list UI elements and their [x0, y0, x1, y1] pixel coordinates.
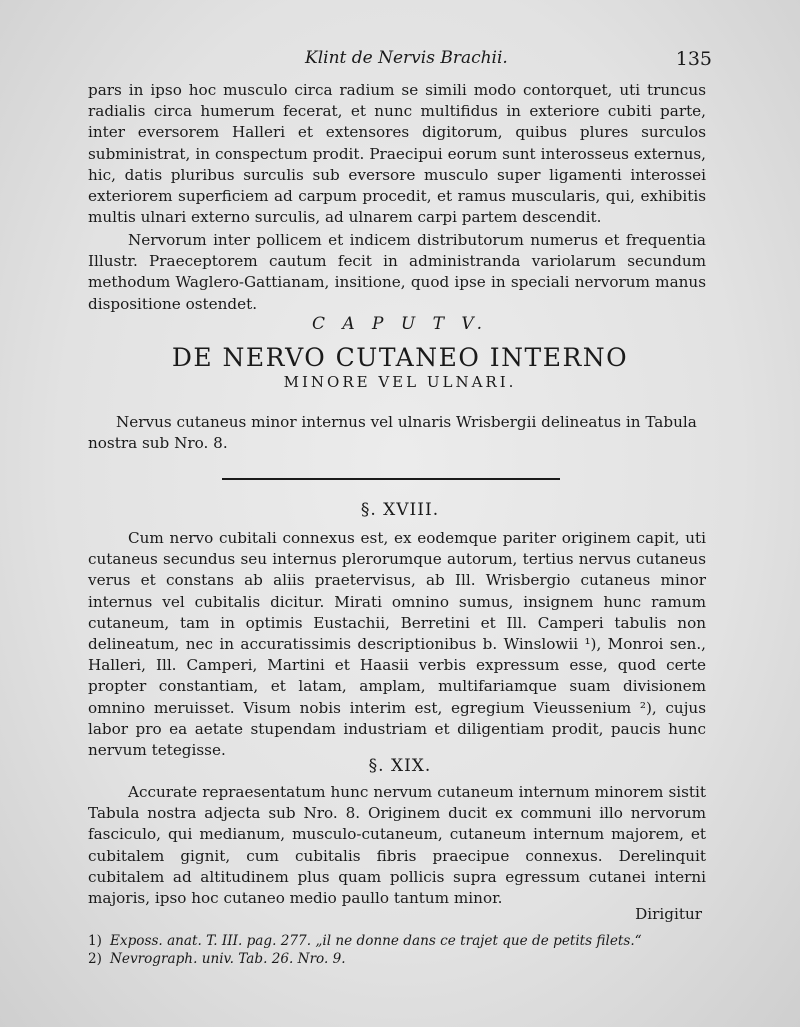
- chapter-subtitle: MINORE VEL ULNARI.: [283, 373, 517, 391]
- paragraph-nervorum: Nervorum inter pollicem et indicem distributorum numerus et frequentia Illustr. Praeceptorem cautum fecit in administranda variolarum secundum methodum Waglero-Gattianam, insitione, quod ipse in speciali nervorum manus dispositione ostendet.: [88, 231, 706, 313]
- section-heading-xix: §. XIX.: [368, 756, 432, 776]
- footnotes: [88, 932, 708, 968]
- footnote-number: 1): [88, 933, 102, 949]
- footnote-item: [88, 950, 708, 968]
- catchword: Dirigitur: [635, 905, 702, 923]
- running-title: Klint de Nervis Brachii.: [305, 48, 508, 68]
- chapter-title: DE NERVO CUTANEO INTERNO: [171, 343, 629, 372]
- footnote-number: 2): [88, 951, 102, 967]
- horizontal-rule: [222, 478, 560, 480]
- paragraph-continuation: pars in ipso hoc musculo circa radium se simili modo contorquet, uti truncus radialis circa humerum fecerat, et nunc multifidus in exteriore cubiti parte, inter eversorem Halleri et extensores digitorum, quibus plures surculos subministrat, in conspectum prodit. Praecipui eorum sunt interosseus externus, hic, datis pluribus surculis sub eversore musculo super ligamenti interossei exteriorem superficiem ad carpum procedit, et ramus muscularis, qui, exhibitis multis ulnari externo surculis, ad ulnarem carpi partem descendit.: [88, 81, 706, 227]
- chapter-intro: Nervus cutaneus minor internus vel ulnaris Wrisbergii delineatus in Tabula nostra sub Nro. 8.: [88, 413, 697, 453]
- page-header: [0, 48, 800, 72]
- footnote-text: Nevrograph. univ. Tab. 26. Nro. 9.: [110, 951, 346, 967]
- chapter-number: C A P U T V.: [311, 314, 489, 334]
- footnote-text: Exposs. anat. T. III. pag. 277. „il ne donne dans ce trajet que de petits filets.“: [110, 933, 642, 949]
- page-number: 135: [675, 48, 712, 70]
- section-text-xviii: Cum nervo cubitali connexus est, ex eodemque pariter originem capit, uti cutaneus secundus seu internus plerorumque autorum, tertius nervus cutaneus verus et constans ab aliis praetervisus, ab Ill. Wrisbergio cutaneus minor internus vel cubitalis dicitur. Mirati omnino sumus, insignem hunc ramum cutaneum, tam in optimis Eustachii, Berretini et Ill. Camperi tabulis non delineatum, nec in accuratissimis descriptionibus b. Winslowii ¹), Monroi sen., Halleri, Ill. Camperi, Martini et Haasii verbis expressum esse, quod certe propter constantiam, et latam, amplam, multifariamque suam divisionem omnino meruisset. Visum nobis interim est, egregium Vieussenium ²), cujus labor pro ea aetate stupendam industriam et diligentiam prodit, paucis hunc nervum tetegisse.: [88, 529, 706, 760]
- section-heading-xviii: §. XVIII.: [360, 500, 440, 520]
- section-text-xix: Accurate repraesentatum hunc nervum cutaneum internum minorem sistit Tabula nostra adjecta sub Nro. 8. Originem ducit ex communi illo nervorum fasciculo, qui medianum, musculo-cutaneum, cutaneum internum majorem, et cubitalem gignit, cum cubitalis fibris praecipue connexus. Derelinquit cubitalem ad altitudinem plus quam pollicis supra egressum cutanei interni majoris, ipso hoc cutaneo medio paullo tantum minor.: [88, 783, 706, 908]
- footnote-item: [88, 932, 708, 950]
